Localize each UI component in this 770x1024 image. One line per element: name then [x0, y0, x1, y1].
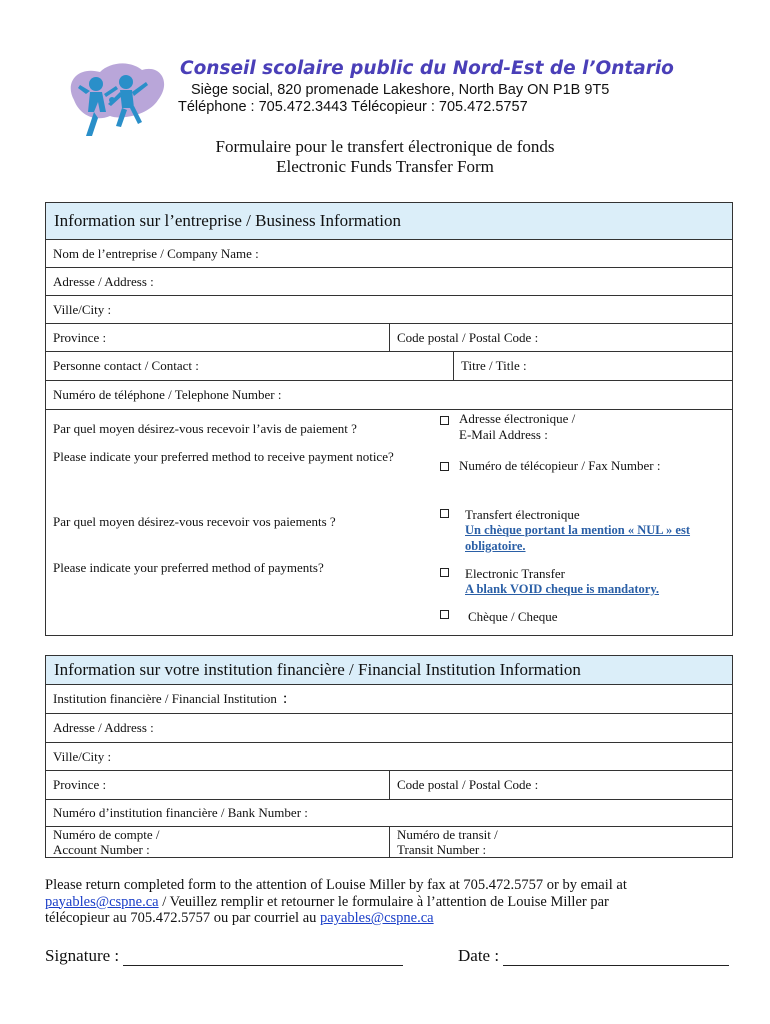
- notice-email-checkbox[interactable]: [440, 416, 449, 425]
- payables-email-link-fr[interactable]: payables@cspne.ca: [320, 910, 434, 926]
- contact-field[interactable]: [46, 352, 732, 381]
- form-title-en: Electronic Funds Transfer Form: [276, 157, 494, 176]
- notice-email-label-2: E-Mail Address :: [459, 427, 548, 442]
- payables-email-link[interactable]: payables@cspne.ca: [45, 893, 159, 910]
- bank-city-label: Ville/City :: [53, 748, 112, 764]
- payment-eft-fr-label: Transfert électronique: [465, 507, 580, 522]
- date-block: [458, 946, 729, 966]
- business-province-field[interactable]: [46, 324, 732, 352]
- org-phones: Téléphone : 705.472.3443 Télécopieur : 705.472.5757: [178, 99, 528, 115]
- business-info-section: [45, 202, 733, 636]
- company-name-label: Nom de l’entreprise / Company Name :: [53, 245, 259, 261]
- bank-number-label: Numéro d’institution financière / Bank Number :: [53, 805, 308, 820]
- form-title-fr: Formulaire pour le transfert électronique de fonds: [215, 137, 555, 156]
- payment-eft-fr-checkbox[interactable]: [440, 509, 449, 518]
- signature-line[interactable]: [123, 948, 403, 966]
- void-cheque-note-en: A blank VOID cheque is mandatory.: [465, 582, 660, 596]
- signature-label: Signature :: [45, 946, 120, 965]
- notice-question-en: Please indicate your preferred method to receive payment notice?: [53, 449, 394, 464]
- return-instructions: [45, 877, 735, 927]
- bank-address-field[interactable]: [46, 714, 732, 743]
- payment-question-en: Please indicate your preferred method of payments?: [53, 560, 324, 575]
- bank-city-field[interactable]: [46, 743, 732, 771]
- bank-province-label: Province :: [53, 777, 107, 792]
- bank-postal-code-label: Code postal / Postal Code :: [397, 777, 539, 792]
- bank-province-field[interactable]: [46, 771, 732, 800]
- account-number-label-1: Numéro de compte /: [53, 827, 160, 842]
- notice-email-label-1: Adresse électronique /: [459, 411, 576, 426]
- org-address: Siège social, 820 promenade Lakeshore, North Bay ON P1B 9T5: [191, 82, 610, 98]
- telephone-label: Numéro de téléphone / Telephone Number :: [53, 387, 282, 402]
- contact-label: Personne contact / Contact :: [53, 358, 199, 373]
- contact-title-label: Titre / Title :: [461, 358, 527, 373]
- business-postal-code-field[interactable]: [389, 324, 732, 351]
- return-instructions-line-3: [45, 910, 735, 927]
- payment-eft-en-checkbox[interactable]: [440, 568, 449, 577]
- return-instructions-line-2-text: / Veuillez remplir et retourner le formulaire à l’attention de Louise Miller par: [158, 893, 609, 910]
- return-instructions-line-1: Please return completed form to the attention of Louise Miller by fax at 705.472.5757 or by email at: [45, 877, 627, 893]
- notice-question-fr: Par quel moyen désirez-vous recevoir l’avis de paiement ?: [53, 421, 357, 436]
- transit-number-field[interactable]: [389, 827, 732, 857]
- business-info-heading: Information sur l’entreprise / Business Information: [46, 203, 732, 240]
- business-address-label: Adresse / Address :: [53, 273, 154, 289]
- notice-fax-checkbox[interactable]: [440, 462, 449, 471]
- return-instructions-line-3-text: télécopieur au 705.472.5757 ou par courriel au: [45, 910, 321, 926]
- account-number-label-2: Account Number :: [53, 842, 150, 857]
- bank-postal-code-field[interactable]: [389, 771, 732, 799]
- institution-colon: :: [282, 690, 288, 707]
- date-label: Date :: [458, 946, 500, 965]
- institution-label: Institution financière / Financial Institution: [53, 691, 277, 706]
- telephone-field[interactable]: [46, 381, 732, 410]
- bank-info-section: [45, 655, 733, 858]
- institution-field[interactable]: [46, 685, 732, 714]
- payment-question-fr: Par quel moyen désirez-vous recevoir vos paiements ?: [53, 514, 336, 529]
- void-cheque-note-fr-2: obligatoire.: [465, 539, 526, 553]
- school-board-logo: [60, 60, 170, 140]
- void-cheque-note-fr-1: Un chèque portant la mention « NUL » est: [465, 523, 691, 537]
- business-province-label: Province :: [53, 329, 107, 345]
- transit-number-label-1: Numéro de transit /: [397, 827, 498, 842]
- payment-eft-en-label: Electronic Transfer: [465, 566, 566, 581]
- return-instructions-line-2: [45, 894, 735, 911]
- company-name-field[interactable]: [46, 240, 732, 268]
- bank-info-heading: Information sur votre institution financière / Financial Institution Information: [46, 656, 732, 685]
- business-address-field[interactable]: [46, 268, 732, 296]
- payment-cheque-checkbox[interactable]: [440, 610, 449, 619]
- notice-fax-label: Numéro de télécopieur / Fax Number :: [459, 458, 661, 473]
- business-city-label: Ville/City :: [53, 301, 112, 317]
- payment-preferences: [46, 410, 732, 636]
- payment-cheque-label: Chèque / Cheque: [468, 609, 558, 624]
- business-city-field[interactable]: [46, 296, 732, 324]
- contact-title-field[interactable]: [453, 352, 732, 380]
- account-number-field[interactable]: [46, 827, 732, 857]
- transit-number-label-2: Transit Number :: [397, 842, 487, 857]
- date-line[interactable]: [503, 948, 729, 966]
- bank-number-field[interactable]: [46, 800, 732, 827]
- org-name: Conseil scolaire public du Nord-Est de l’Ontario: [180, 58, 674, 79]
- signature-block: [45, 946, 403, 966]
- bank-address-label: Adresse / Address :: [53, 720, 154, 735]
- business-postal-code-label: Code postal / Postal Code :: [397, 329, 539, 345]
